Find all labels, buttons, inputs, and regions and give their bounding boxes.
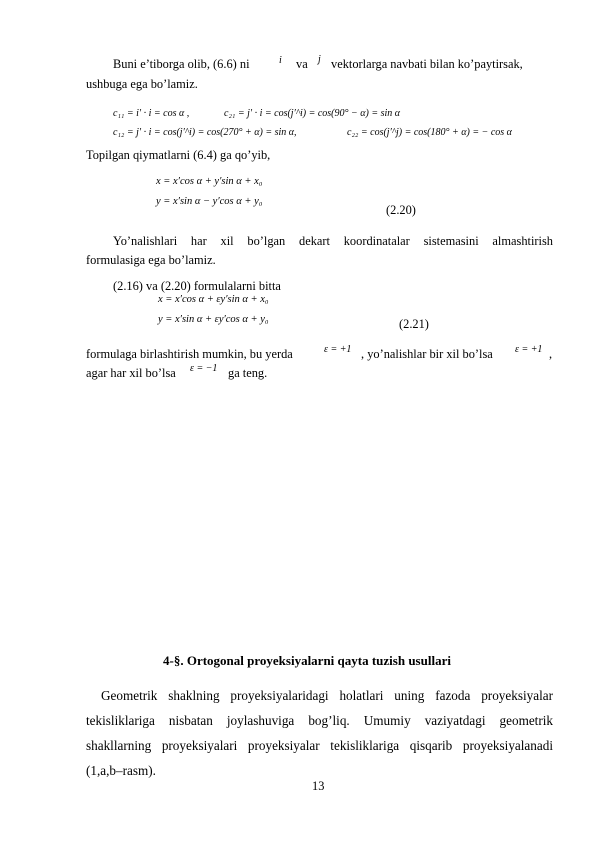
paragraph-3-line-1: Yo’nalishlari har xil bo’lgan dekart koordinatalar sistemasini almashtirish: [113, 234, 553, 248]
section-body-line-2: tekisliklariga nisbatan joylashuviga bog’liq. Umumiy vaziyatdagi geometrik: [86, 713, 553, 728]
paragraph-1-line-1-start: Buni e’tiborga olib, (6.6) ni: [113, 57, 250, 71]
paragraph-2: Topilgan qiymatlarni (6.4) ga qo’yib,: [86, 148, 271, 162]
formula-2-20-line-1: x = x′cos α + y′sin α + x₀: [156, 176, 263, 187]
section-body-line-3: shakllarning proyeksiyalari proyeksiyalar tekisliklariga qisqarib proyeksiyalanadi: [86, 738, 553, 753]
formula-c-row-1-right: c₂₁ = j′ · i = cos(j′^i) = cos(90° − α) = sin α: [224, 108, 400, 119]
paragraph-3-line-2: formulasiga ega bo’lamiz.: [86, 253, 216, 267]
section-body-line-4: (1,a,b–rasm).: [86, 763, 156, 778]
paragraph-5-line-1-b: , yo’nalishlar bir xil bo’lsa: [361, 347, 493, 361]
formula-2-21-line-1: x = x′cos α + εy′sin α + x₀: [158, 294, 269, 305]
vector-i-symbol: i: [279, 55, 282, 66]
vector-j-symbol: j: [318, 54, 321, 65]
epsilon-plus-one-2: ε = +1: [515, 344, 543, 355]
formula-c-row-2-left: c₁₂ = j′ · i = cos(j′^i) = cos(270° + α) = sin α,: [113, 127, 297, 138]
epsilon-minus-one: ε = −1: [190, 363, 218, 374]
paragraph-1-line-1-end: vektorlarga navbati bilan ko’paytirsak,: [331, 57, 523, 71]
paragraph-1-line-2: ushbuga ega bo’lamiz.: [86, 77, 198, 91]
paragraph-5-line-1-a: formulaga birlashtirish mumkin, bu yerda: [86, 347, 293, 361]
paragraph-5-line-2-b: ga teng.: [228, 366, 268, 380]
paragraph-5-line-1-c: ,: [549, 347, 553, 361]
paragraph-1-va: va: [296, 57, 308, 71]
section-body-line-1: Geometrik shaklning proyeksiyalaridagi holatlari uning fazoda proyeksiyalar: [101, 688, 553, 703]
formula-2-21-line-2: y = x′sin α + εy′cos α + y₀: [158, 314, 269, 325]
formula-2-21-number: (2.21): [399, 317, 429, 331]
paragraph-5-line-2-a: agar har xil bo’lsa: [86, 366, 176, 380]
formula-c-row-1-left: c₁₁ = i′ · i = cos α ,: [113, 108, 190, 119]
section-heading: 4-§. Ortogonal proyeksiyalarni qayta tuzish usullari: [163, 653, 451, 668]
epsilon-plus-one-1: ε = +1: [324, 344, 352, 355]
formula-2-20-line-2: y = x′sin α − y′cos α + y₀: [156, 196, 263, 207]
paragraph-4: (2.16) va (2.20) formulalarni bitta: [113, 279, 281, 293]
formula-c-row-2-right: c₂₂ = cos(j′^j) = cos(180° + α) = − cos α: [347, 127, 512, 138]
page-number: 13: [312, 779, 325, 793]
formula-2-20-number: (2.20): [386, 203, 416, 217]
